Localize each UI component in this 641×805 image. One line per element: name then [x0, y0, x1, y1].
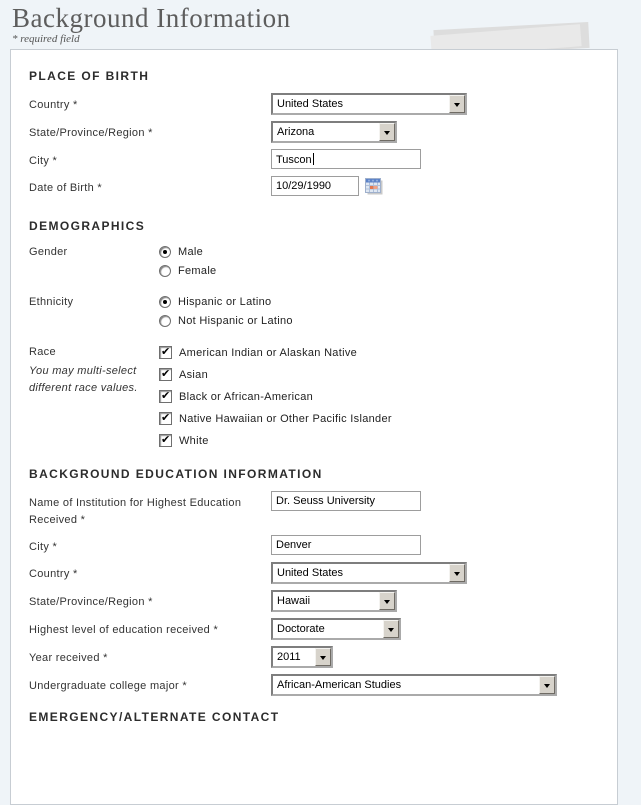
birth-state-label: State/Province/Region *: [29, 127, 153, 139]
education-state-value: Hawaii: [277, 595, 311, 607]
birth-country-label: Country *: [29, 99, 78, 111]
section-heading-education: BACKGROUND EDUCATION INFORMATION: [29, 467, 323, 481]
race-option-american-indian[interactable]: [159, 346, 392, 359]
radio-male[interactable]: [159, 246, 171, 258]
gender-option-female[interactable]: [159, 265, 216, 277]
race-option-asian[interactable]: [159, 368, 392, 381]
institution-input[interactable]: [271, 491, 421, 511]
field-row-birth-country: [29, 93, 599, 115]
field-row-gender: [29, 243, 599, 277]
highest-level-select[interactable]: [271, 618, 401, 640]
radio-hispanic[interactable]: [159, 296, 171, 308]
page-title: Background Information: [12, 3, 291, 33]
gender-option-male-label[interactable]: Male: [178, 246, 204, 258]
race-options: [159, 343, 392, 447]
education-country-select[interactable]: [271, 562, 467, 584]
chevron-down-icon[interactable]: [379, 123, 395, 141]
gender-option-female-label[interactable]: Female: [178, 265, 217, 277]
race-option-native-hawaiian-label[interactable]: Native Hawaiian or Other Pacific Islander: [179, 412, 392, 425]
ethnicity-option-hispanic[interactable]: [159, 296, 293, 308]
field-row-undergrad-major: [29, 674, 599, 696]
checkbox-white[interactable]: [159, 434, 172, 447]
race-option-white-label[interactable]: White: [179, 434, 209, 447]
chevron-down-icon[interactable]: [449, 564, 465, 582]
page-header: [0, 0, 641, 45]
birth-city-label: City *: [29, 155, 58, 167]
chevron-down-icon[interactable]: [449, 95, 465, 113]
education-state-select[interactable]: [271, 590, 397, 612]
highest-level-label: Highest level of education received *: [29, 624, 219, 636]
highest-level-value: Doctorate: [277, 623, 325, 635]
education-city-value: Denver: [276, 539, 312, 551]
education-city-label: City *: [29, 541, 58, 553]
race-label-group: [29, 343, 159, 397]
checkbox-black[interactable]: [159, 390, 172, 403]
year-received-value: 2011: [277, 651, 301, 663]
field-row-education-state: [29, 590, 599, 612]
birth-country-value: United States: [277, 98, 344, 110]
chevron-down-icon[interactable]: [539, 676, 555, 694]
field-row-highest-level: [29, 618, 599, 640]
radio-not-hispanic[interactable]: [159, 315, 171, 327]
birth-city-input[interactable]: [271, 149, 421, 169]
field-row-ethnicity: [29, 293, 599, 327]
ethnicity-options: [159, 293, 293, 327]
education-country-label: Country *: [29, 568, 78, 580]
gender-label: Gender: [29, 246, 68, 258]
institution-value: Dr. Seuss University: [276, 495, 376, 507]
date-of-birth-field: [271, 176, 383, 196]
required-field-note: * required field: [12, 33, 80, 45]
undergrad-major-select[interactable]: [271, 674, 557, 696]
education-state-label: State/Province/Region *: [29, 596, 153, 608]
education-city-input[interactable]: [271, 535, 421, 555]
checkbox-american-indian[interactable]: [159, 346, 172, 359]
chevron-down-icon[interactable]: [379, 592, 395, 610]
field-row-education-city: [29, 535, 599, 556]
calendar-icon[interactable]: [365, 178, 383, 195]
undergrad-major-label: Undergraduate college major *: [29, 680, 187, 692]
birth-country-select[interactable]: [271, 93, 467, 115]
date-of-birth-value: 10/29/1990: [276, 180, 332, 192]
field-row-year-received: [29, 646, 599, 668]
text-cursor: [313, 153, 314, 165]
section-heading-place-of-birth: PLACE OF BIRTH: [29, 69, 150, 83]
section-heading-demographics: DEMOGRAPHICS: [29, 219, 146, 233]
date-of-birth-label: Date of Birth *: [29, 182, 102, 194]
field-row-race: [29, 343, 599, 447]
chevron-down-icon[interactable]: [315, 648, 331, 666]
date-of-birth-input[interactable]: [271, 176, 359, 196]
ethnicity-label: Ethnicity: [29, 296, 74, 308]
race-label: Race: [29, 346, 56, 358]
undergrad-major-value: African-American Studies: [277, 679, 402, 691]
race-option-white[interactable]: [159, 434, 392, 447]
birth-city-value: Tuscon: [276, 154, 312, 166]
ethnicity-option-not-hispanic[interactable]: [159, 315, 293, 327]
ethnicity-option-hispanic-label[interactable]: Hispanic or Latino: [178, 296, 272, 308]
field-row-institution: [29, 491, 599, 529]
field-row-education-country: [29, 562, 599, 584]
form-panel: [10, 49, 618, 805]
gender-option-male[interactable]: [159, 246, 216, 258]
race-option-american-indian-label[interactable]: American Indian or Alaskan Native: [179, 346, 358, 359]
section-heading-emergency: EMERGENCY/ALTERNATE CONTACT: [29, 710, 280, 724]
year-received-label: Year received *: [29, 652, 108, 664]
institution-label: Name of Institution for Highest Education Received *: [29, 497, 242, 526]
gender-options: [159, 243, 216, 277]
field-row-birth-city: [29, 149, 599, 170]
checkbox-asian[interactable]: [159, 368, 172, 381]
chevron-down-icon[interactable]: [383, 620, 399, 638]
race-option-asian-label[interactable]: Asian: [179, 368, 209, 381]
birth-state-value: Arizona: [277, 126, 315, 138]
field-row-birth-state: [29, 121, 599, 143]
race-option-black[interactable]: [159, 390, 392, 403]
checkbox-native-hawaiian[interactable]: [159, 412, 172, 425]
race-option-black-label[interactable]: Black or African-American: [179, 390, 314, 403]
race-option-native-hawaiian[interactable]: [159, 412, 392, 425]
radio-female[interactable]: [159, 265, 171, 277]
birth-state-select[interactable]: [271, 121, 397, 143]
ethnicity-option-not-hispanic-label[interactable]: Not Hispanic or Latino: [178, 315, 293, 327]
education-country-value: United States: [277, 567, 344, 579]
field-row-date-of-birth: [29, 176, 599, 197]
race-multiselect-note: You may multi-select different race values.: [29, 365, 138, 394]
year-received-select[interactable]: [271, 646, 333, 668]
